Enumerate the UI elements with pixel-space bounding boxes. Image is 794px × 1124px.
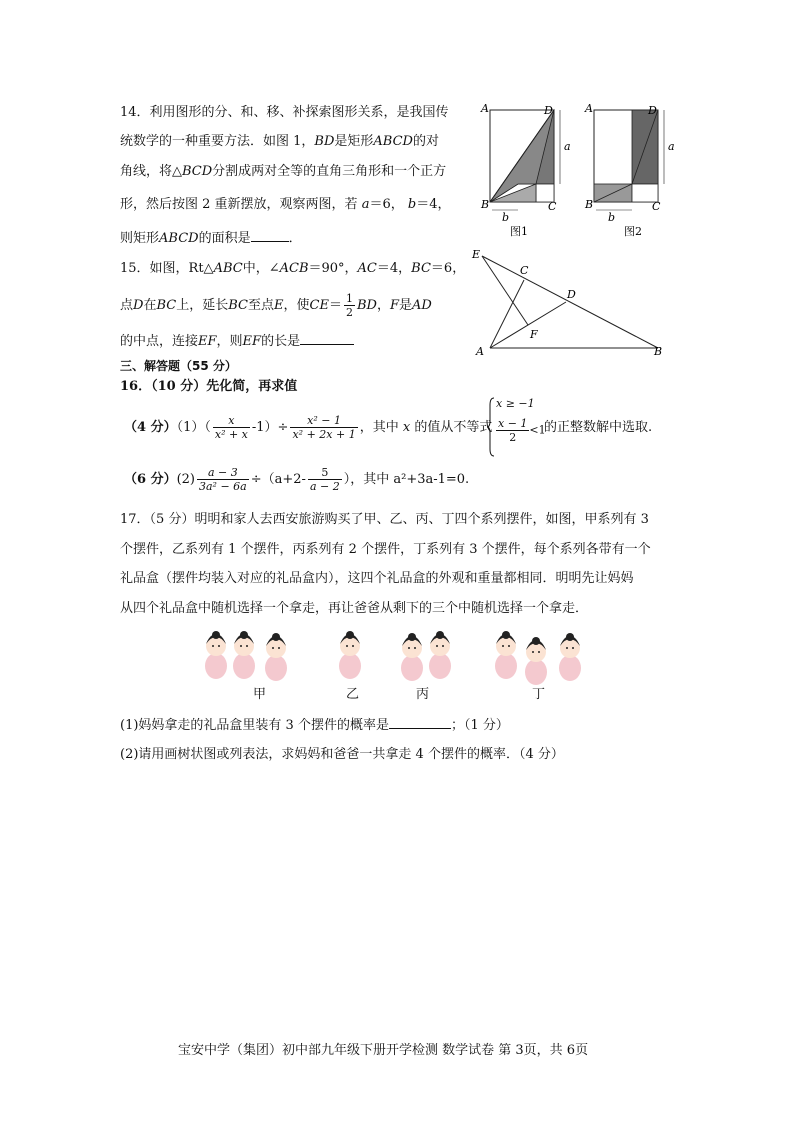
q14-line-3: 角线，将△BCD分割成两对全等的直角三角形和一个正方 bbox=[120, 164, 447, 179]
fig2-label-C: C bbox=[652, 200, 661, 213]
fig1-label-A: A bbox=[481, 102, 489, 115]
section-3-heading: 三、解答题（55 分） bbox=[120, 359, 237, 373]
fig2-label-D: D bbox=[648, 104, 657, 117]
label-ding: 丁 bbox=[532, 687, 546, 702]
q16-heading: 16．（10 分）先化简，再求值 bbox=[120, 379, 298, 394]
q17-line-1: 17．（5 分）明明和家人去西安旅游购买了甲、乙、丙、丁四个系列摆件，如图，甲系列有 3 bbox=[120, 512, 649, 527]
q15-line-1: 15．如图，Rt△ABC中，∠ACB＝90°，AC＝4，BC＝6， bbox=[120, 261, 466, 276]
q17-sub-1: (1)妈妈拿走的礼品盒里装有 3 个摆件的概率是 ；（1 分） bbox=[120, 714, 509, 736]
ineq-1: x ≥ −1 bbox=[496, 397, 535, 410]
label-bing: 丙 bbox=[416, 687, 430, 702]
figurine-yi bbox=[339, 631, 361, 679]
q16-inequality-system bbox=[487, 397, 547, 459]
q14-line-4: 形，然后按图 2 重新摆放，观察两图，若 a＝6， b＝4， bbox=[120, 197, 451, 212]
q16-part-1: （4 分）（1）（ $\frac{x}{\text{x² + x}}$ -1）÷ $\frac{\text{x² − 1}}{\text{x² + 2x + 1}}$ ，其中 x 的值从不等式 bbox=[124, 414, 493, 441]
ineq-2-rel: <1 bbox=[529, 423, 546, 437]
q14-line-1: 14．利用图形的分、和、移、补探索图形关系，是我国传 bbox=[120, 105, 449, 120]
fig2-label-A: A bbox=[585, 102, 593, 115]
fig2-label-a: a bbox=[668, 140, 675, 153]
q17-line-2: 个摆件，乙系列有 1 个摆件，丙系列有 2 个摆件，丁系列有 3 个摆件，每个系列各带有一个 bbox=[120, 542, 651, 557]
q15-line-3: 的中点，连接EF，则EF的长是 bbox=[120, 330, 354, 352]
q16-part-1-tail: 的正整数解中选取. bbox=[544, 420, 653, 435]
q17-answer-blank[interactable] bbox=[389, 714, 451, 729]
q15-label-A: A bbox=[476, 345, 484, 358]
figurines-illustration bbox=[196, 630, 596, 686]
figurines-group-jia bbox=[205, 631, 287, 681]
fig1-label-B: B bbox=[481, 198, 490, 211]
q15-line-2: 点D在BC上，延长BC至点E，使CE＝ $\frac{1}{2}$ BD，F是AD bbox=[120, 292, 432, 319]
fig1-caption: 图1 bbox=[510, 225, 528, 238]
q14-answer-blank[interactable] bbox=[251, 227, 289, 242]
fig1-label-C: C bbox=[548, 200, 557, 213]
q14-figure-1 bbox=[478, 100, 578, 240]
fig2-label-b: b bbox=[608, 211, 616, 224]
q17-line-3: 礼品盒（摆件均装入对应的礼品盒内），这四个礼品盒的外观和重量都相同．明明先让妈妈 bbox=[120, 571, 634, 586]
q14-figure-2 bbox=[582, 100, 682, 240]
q15-label-D: D bbox=[567, 288, 576, 301]
q15-label-B: B bbox=[654, 345, 663, 358]
q14-line-2: 统数学的一种重要方法．如图 1，BD是矩形ABCD的对 bbox=[120, 134, 439, 149]
q15-answer-blank[interactable] bbox=[300, 330, 354, 345]
fig1-label-b: b bbox=[502, 211, 510, 224]
q14-line-5: 则矩形ABCD的面积是 ． bbox=[120, 227, 302, 249]
page-footer: 宝安中学（集团）初中部九年级下册开学检测 数学试卷 第 3页，共 6页 bbox=[178, 1043, 589, 1058]
ineq-2-num: x − 1 bbox=[498, 417, 528, 430]
label-yi: 乙 bbox=[346, 687, 360, 702]
figurines-group-bing bbox=[401, 631, 451, 681]
label-jia: 甲 bbox=[253, 687, 267, 702]
figurines-group-ding bbox=[495, 631, 581, 685]
q15-label-E: E bbox=[472, 248, 481, 261]
fig2-caption: 图2 bbox=[624, 225, 642, 238]
fig1-label-a: a bbox=[564, 140, 571, 153]
q15-label-C: C bbox=[520, 264, 529, 277]
q17-sub-2: (2)请用画树状图或列表法，求妈妈和爸爸一共拿走 4 个摆件的概率．（4 分） bbox=[120, 747, 564, 762]
q15-figure bbox=[468, 244, 678, 360]
q15-label-F: F bbox=[530, 328, 538, 341]
fig2-label-B: B bbox=[585, 198, 594, 211]
q17-line-4: 从四个礼品盒中随机选择一个拿走，再让爸爸从剩下的三个中随机选择一个拿走． bbox=[120, 601, 589, 616]
q16-part-2: （6 分）(2) $\frac{a - 3}{\text{3a² − 6a}}$ ÷（a+2- $\frac{5}{a - 2}$ ），其中 a²+3a-1=0. bbox=[124, 466, 470, 493]
fig1-label-D: D bbox=[544, 104, 553, 117]
ineq-2-den: 2 bbox=[509, 431, 517, 444]
